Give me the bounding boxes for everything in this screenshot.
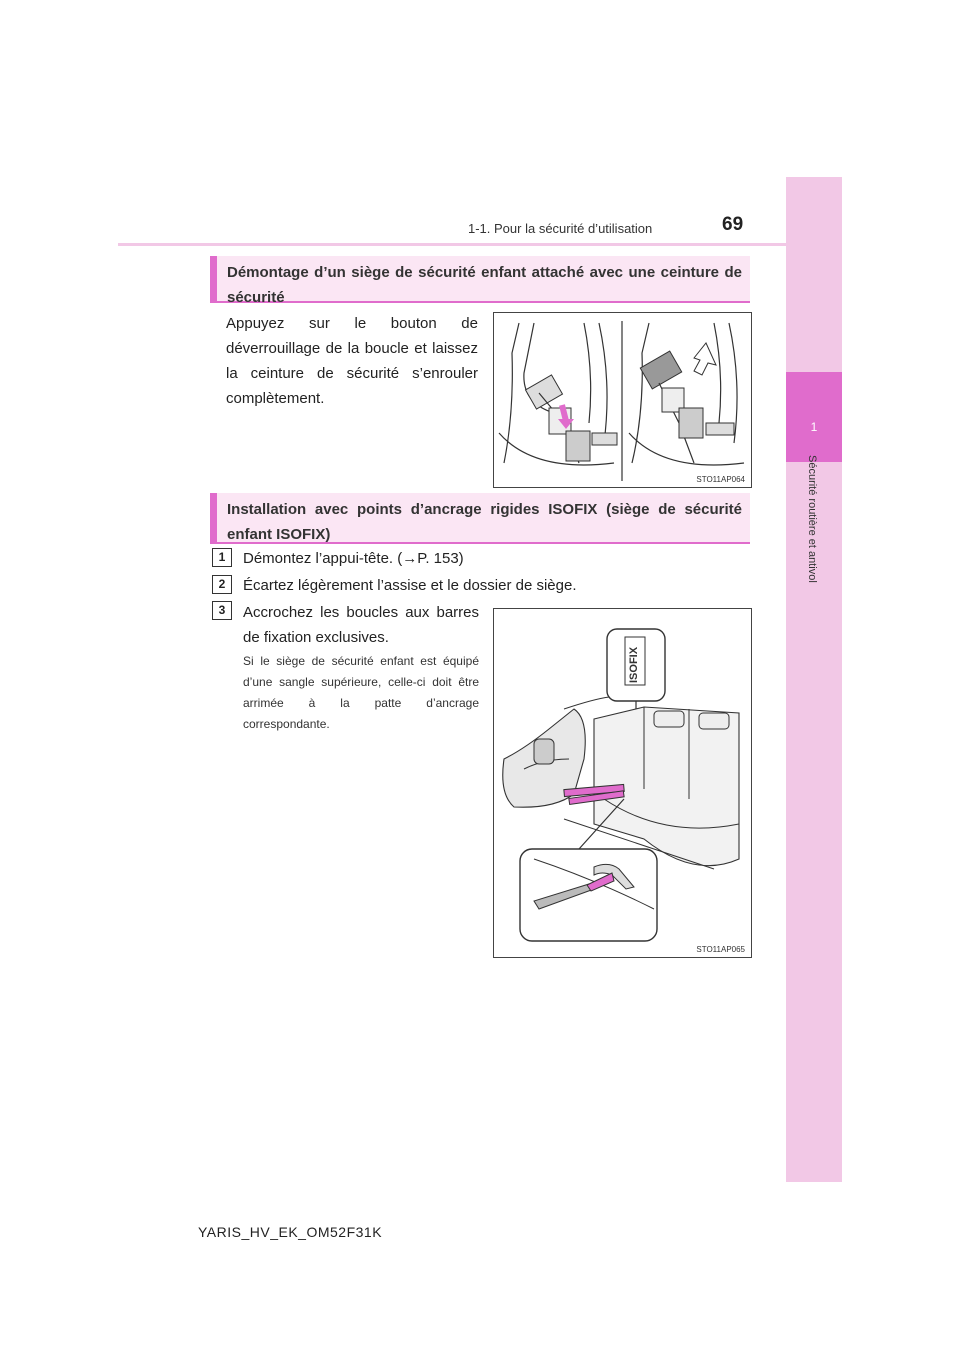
- isofix-installation-illustration: [494, 609, 751, 957]
- figure-code: STO11AP064: [696, 475, 745, 484]
- step-3-note: Si le siège de sécurité enfant est équipé d’une sangle supérieure, celle-ci doit être arrimée à la patte d’ancrage correspondante.: [243, 654, 479, 731]
- section-heading-isofix: Installation avec points d’ancrage rigides ISOFIX (siège de sécurité enfant ISOFIX): [210, 493, 750, 544]
- chapter-tab-active-marker[interactable]: [786, 372, 842, 462]
- step-3-text: Accrochez les boucles aux barres de fixation exclusives.: [243, 604, 479, 646]
- step-number-3: 3: [212, 601, 232, 620]
- isofix-label: ISOFIX: [628, 646, 640, 683]
- chapter-number: 1: [810, 420, 818, 434]
- chapter-label: Sécurité routière et antivol: [806, 455, 818, 583]
- section-title: 1-1. Pour la sécurité d’utilisation: [468, 221, 653, 236]
- step-number-2: 2: [212, 575, 232, 594]
- figure-isofix-installation: [493, 608, 752, 958]
- header-divider: [118, 243, 842, 246]
- document-code: YARIS_HV_EK_OM52F31K: [198, 1224, 383, 1240]
- removal-instruction-text: Appuyez sur le bouton de déverrouillage de la boucle et laissez la ceinture de sécurité s’enrouler complètement.: [226, 315, 478, 407]
- step-number-1: 1: [212, 548, 232, 567]
- step-1-text: Démontez l’appui-tête. (→P. 153): [243, 550, 464, 567]
- buckle-release-illustration: [494, 313, 751, 487]
- section-heading-removal: Démontage d’un siège de sécurité enfant attaché avec une ceinture de sécurité: [210, 256, 750, 303]
- figure-buckle-release: [493, 312, 752, 488]
- step-2-text: Écartez légèrement l’assise et le dossier de siège.: [243, 577, 577, 594]
- figure-code: STO11AP065: [696, 945, 745, 954]
- chapter-side-tab: [786, 177, 842, 1182]
- page-number: 69: [722, 214, 744, 235]
